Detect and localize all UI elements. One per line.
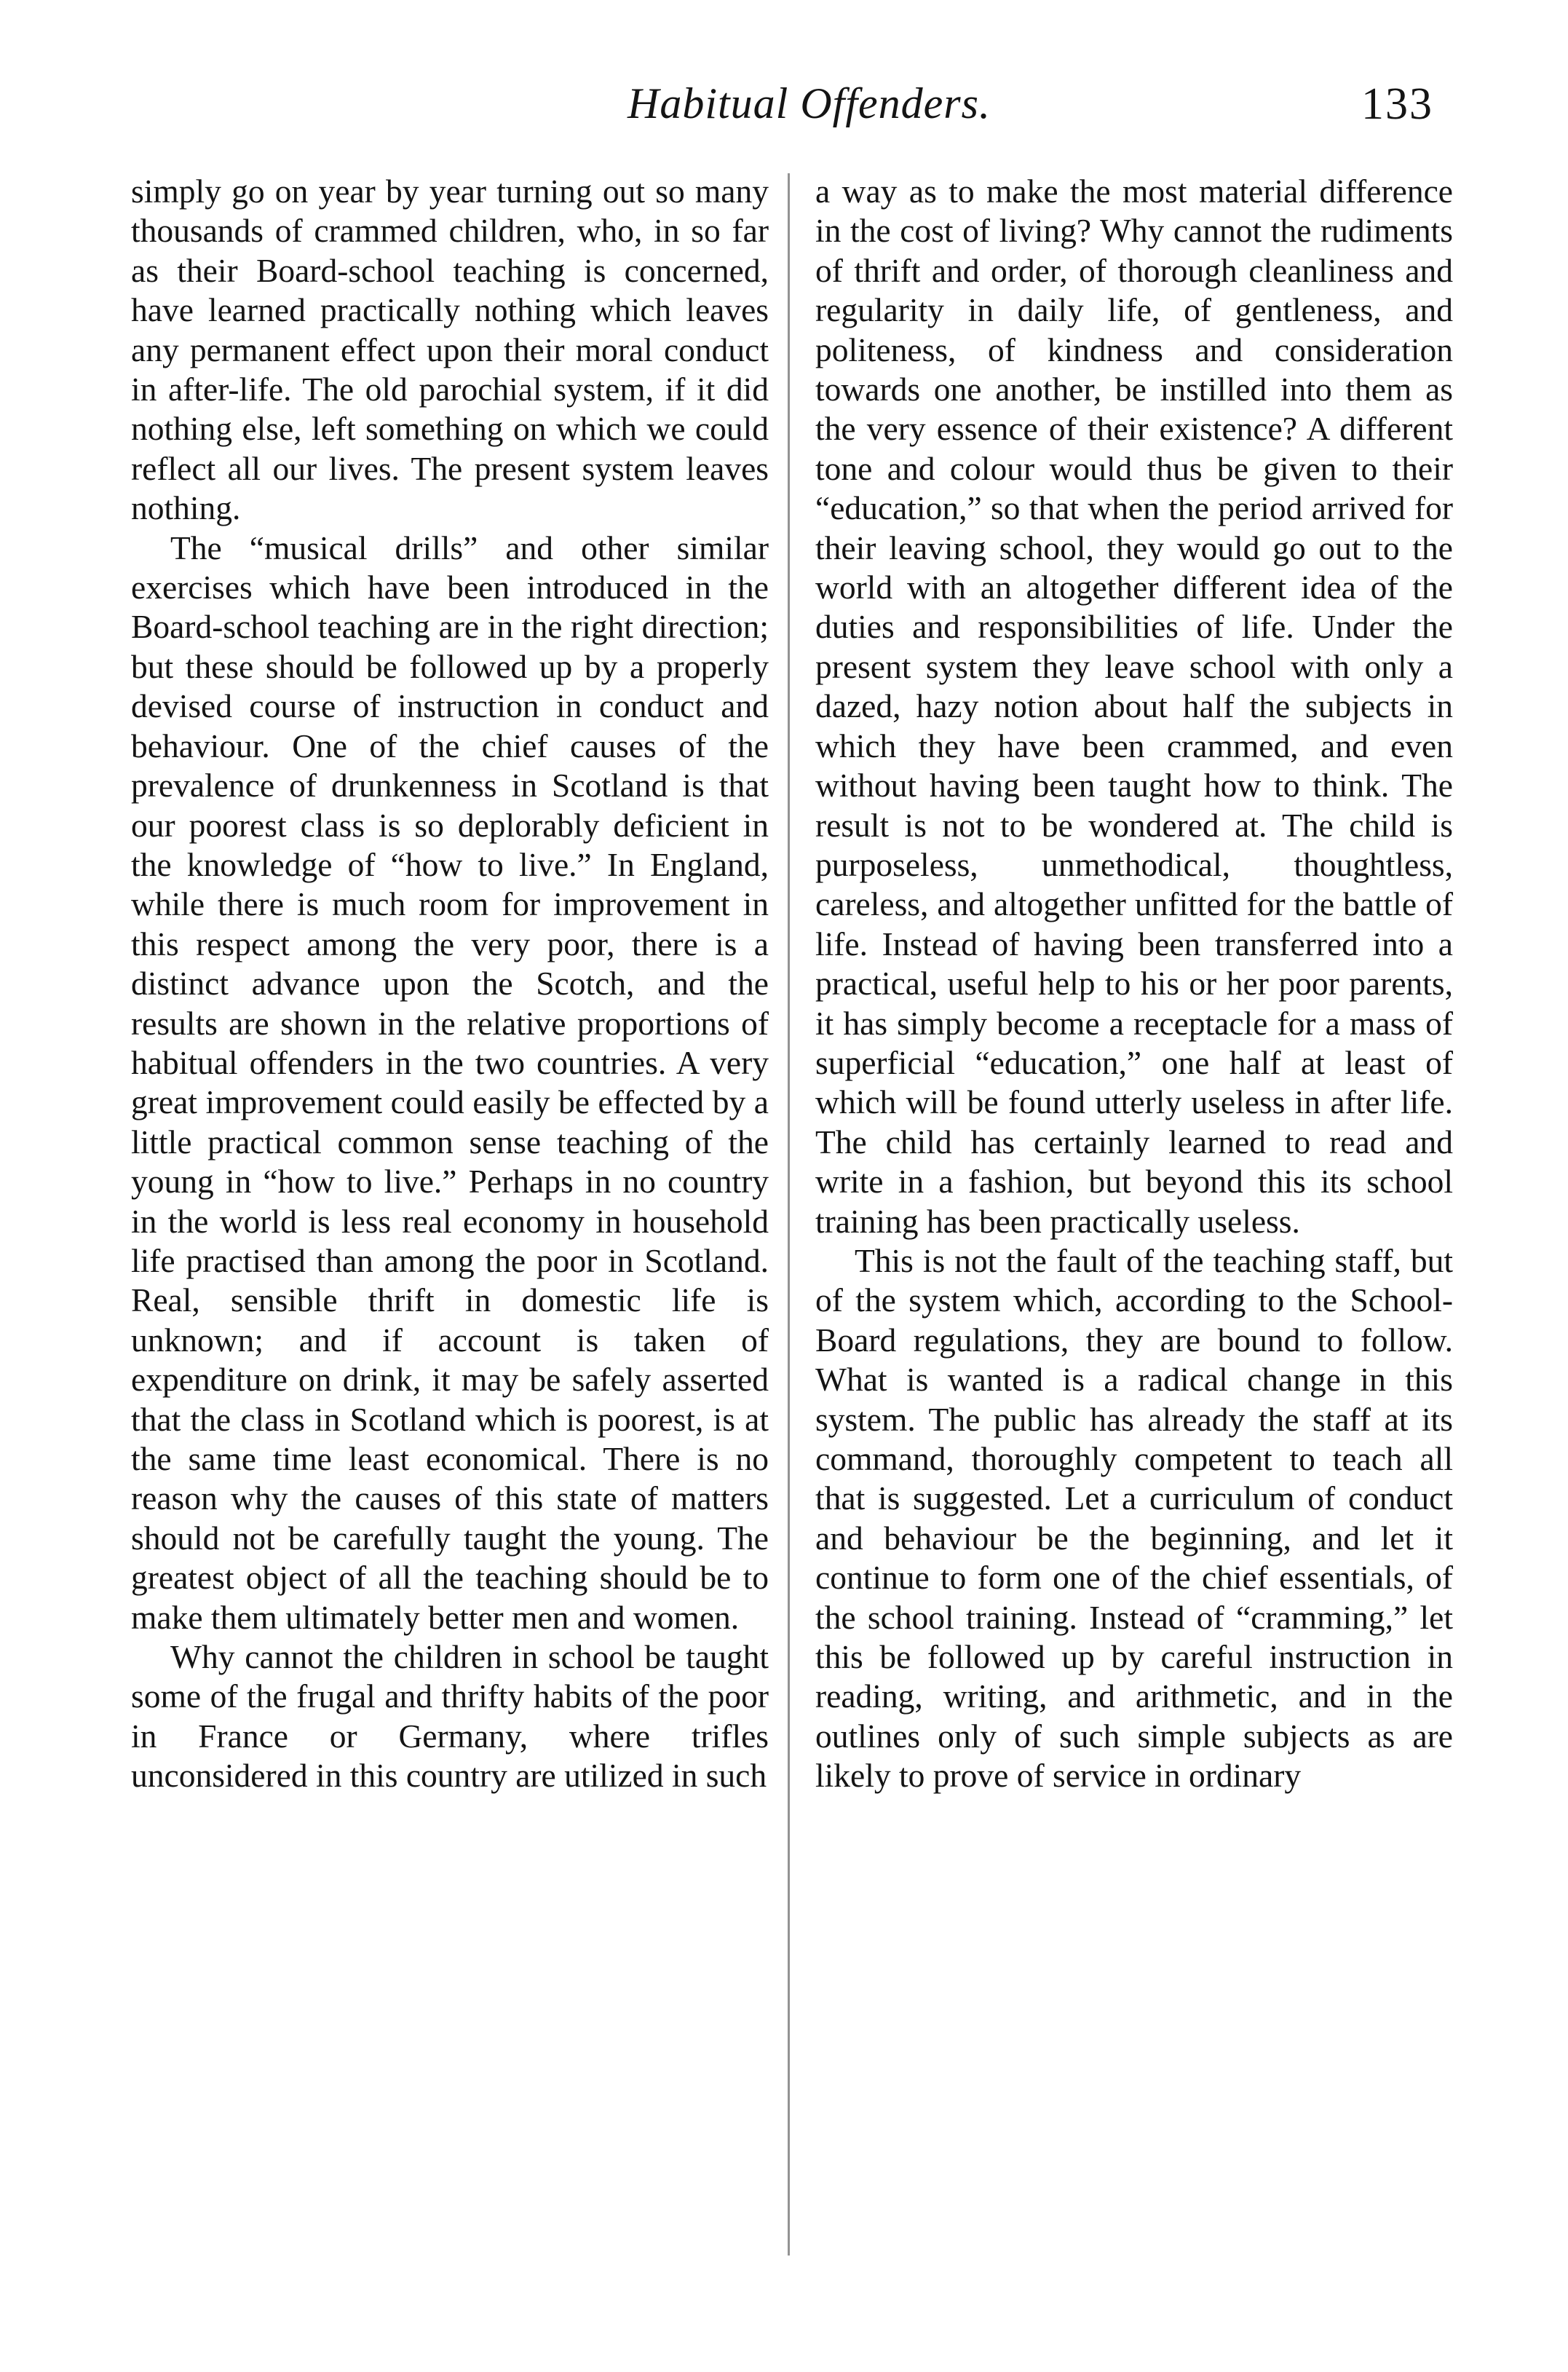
paragraph: Why cannot the children in school be taught some of the frugal and thrifty habits of the poor in France or Germany, where trifles unconsidered in this country are utilized in such	[131, 1638, 769, 1795]
column-divider	[788, 173, 790, 2256]
page-number: 133	[1361, 79, 1433, 129]
paragraph: The “musical drills” and other similar exercises which have been introduced in the Board-school teaching are in the right direction; but these should be followed up by a properly devised course of instruction in conduct and behaviour. One of the chief causes of the prevalence of drunkenness in Scotland is that our poorest class is so deplorably deficient in the knowledge of “how to live.” In England, while there is much room for improvement in this respect among the very poor, there is a distinct advance upon the Scotch, and the results are shown in the relative proportions of habitual offenders in the two countries. A very great improvement could easily be effected by a little practical common sense teaching of the young in “how to live.” Perhaps in no country in the world is less real economy in household life practised than among the poor in Scotland. Real, sensible thrift in domestic life is unknown; and if account is taken of expenditure on drink, it may be safely asserted that the class in Scotland which is poorest, is at the same time least economical. There is no reason why the causes of this state of matters should not be carefully taught the young. The greatest object of all the teaching should be to make them ultimately better men and women.	[131, 529, 769, 1636]
paragraph: a way as to make the most material difference in the cost of living? Why cannot the rudiments of thrift and order, of thorough cleanliness and regularity in daily life, of gentleness, and politeness, of kindness and consideration towards one another, be instilled into them as the very essence of their existence? A different tone and colour would thus be given to their “education,” so that when the period arrived for their leaving school, they would go out to the world with an altogether different idea of the duties and responsibilities of life. Under the present system they leave school with only a dazed, hazy notion about half the subjects in which they have been crammed, and even without having been taught how to think. The result is not to be wondered at. The child is purposeless, unmethodical, thoughtless, careless, and altogether unfitted for the battle of life. Instead of having been transferred into a practical, useful help to his or her poor parents, it has simply become a receptacle for a mass of superficial “education,” one half at least of which will be found utterly useless in after life. The child has certainly learned to read and write in a fashion, but beyond this its school training has been practically useless.	[815, 173, 1453, 1240]
paragraph: This is not the fault of the teaching staff, but of the system which, according to the School-Board regulations, they are bound to follow. What is wanted is a radical change in this system. The public has already the staff at its command, thoroughly competent to teach all that is suggested. Let a curriculum of conduct and behaviour be the beginning, and let it continue to form one of the chief essentials, of the school training. Instead of “cramming,” let this be followed up by careful instruction in reading, writing, and arithmetic, and in the outlines only of such simple subjects as are likely to prove of service in ordinary	[815, 1241, 1453, 1795]
left-column	[131, 172, 769, 1796]
page-header-title: Habitual Offenders.	[627, 79, 991, 127]
running-head	[0, 79, 1568, 137]
paragraph: simply go on year by year turning out so many thousands of crammed children, who, in so far as their Board-school teaching is concerned, have learned practically nothing which leaves any permanent effect upon their moral conduct in after-life. The old parochial system, if it did nothing else, left something on which we could reflect all our lives. The present system leaves nothing.	[131, 173, 769, 527]
right-column	[815, 172, 1453, 1796]
